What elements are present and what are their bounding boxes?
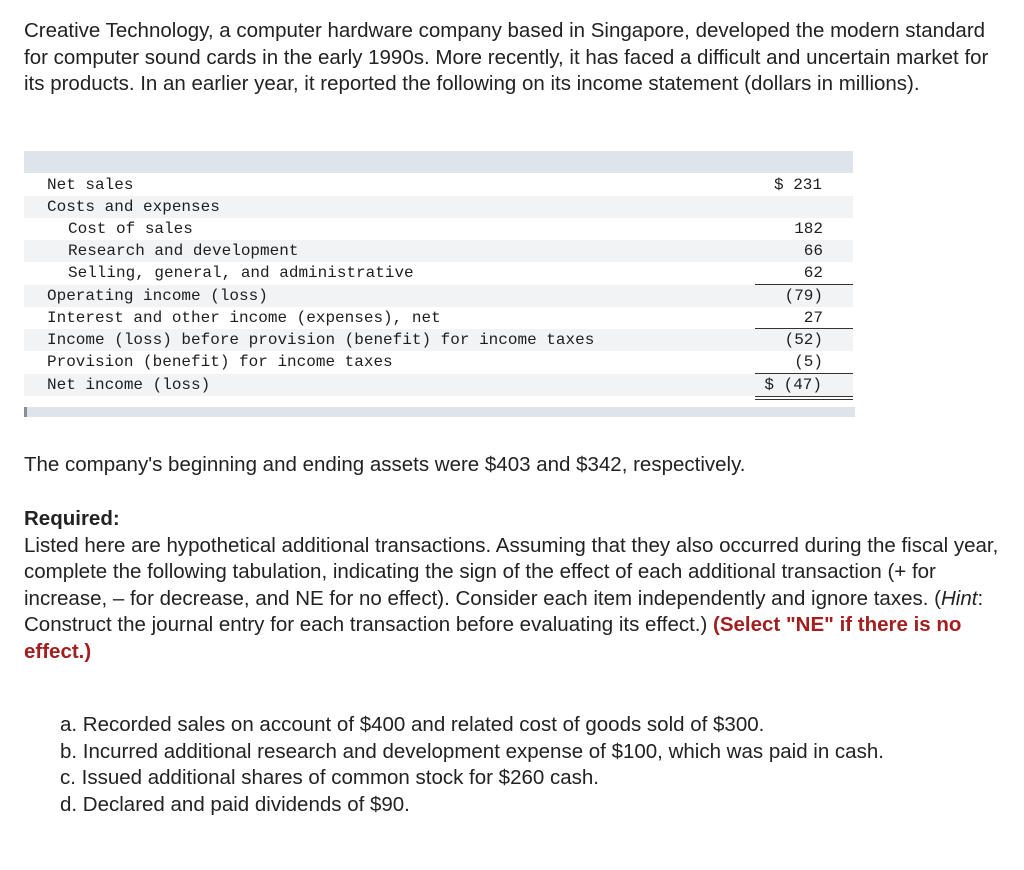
hint-label: Hint — [940, 586, 978, 610]
row-label: Net income (loss) — [47, 376, 211, 394]
row-value: (5) — [794, 353, 823, 371]
transactions-list — [60, 712, 884, 818]
row-value: 182 — [794, 220, 823, 238]
total-double-rule-top — [755, 396, 853, 397]
table-row-cost-of-sales — [24, 218, 853, 240]
list-item: b. Incurred additional research and development expense of $100, which was paid in cash. — [60, 739, 884, 763]
assets-paragraph: The company's beginning and ending assets were $403 and $342, respectively. — [24, 453, 746, 476]
row-value: $ (47) — [764, 376, 822, 394]
row-label: Cost of sales — [68, 220, 193, 238]
list-item: d. Declared and paid dividends of $90. — [60, 792, 410, 816]
row-label: Operating income (loss) — [47, 287, 268, 305]
row-label: Selling, general, and administrative — [68, 264, 414, 282]
row-label: Interest and other income (expenses), net — [47, 309, 441, 327]
table-row-provision-taxes — [24, 351, 853, 373]
table-row-net-income — [24, 374, 853, 396]
row-label: Research and development — [68, 242, 299, 260]
list-item: a. Recorded sales on account of $400 and related cost of goods sold of $300. — [60, 713, 765, 736]
row-label: Provision (benefit) for income taxes — [47, 353, 393, 371]
list-item: c. Issued additional shares of common stock for $260 cash. — [60, 766, 599, 789]
table-footer-band — [24, 407, 855, 417]
table-header-band — [24, 151, 853, 173]
table-row-operating-income — [24, 285, 853, 307]
row-value: $ 231 — [773, 176, 822, 194]
row-label: Costs and expenses — [47, 198, 220, 216]
row-value: 66 — [803, 242, 823, 260]
required-body: Listed here are hypothetical additional transactions. Assuming that they also occurred during the fiscal year, complete the following tabulation, indicating the sign of the effect of each additional transaction (+ for increase, – for decrease, and NE for no effect). Consider each item independently and ignore taxes. ( — [24, 533, 999, 610]
table-row-research-development — [24, 240, 853, 262]
total-double-rule-bottom — [755, 399, 853, 400]
table-row-income-before-taxes — [24, 329, 853, 351]
table-row-costs-and-expenses — [24, 196, 853, 218]
row-value: 27 — [803, 309, 823, 327]
row-value: (52) — [784, 331, 823, 349]
select-ne-note: (Select "NE" if there is no effect.) — [24, 613, 962, 663]
table-row-sga — [24, 262, 853, 284]
required-heading: Required: — [24, 507, 120, 530]
table-row-net-sales — [24, 174, 853, 196]
hint-text: : Construct the journal entry for each transaction before evaluating its effect.) — [24, 586, 984, 636]
required-section — [24, 506, 1014, 665]
row-label: Net sales — [47, 176, 134, 194]
row-value: (79) — [784, 287, 823, 305]
intro-paragraph: Creative Technology, a computer hardware company based in Singapore, developed the modern standard for computer sound cards in the early 1990s. More recently, it has faced a difficult and uncertain market for its products. In an earlier year, it reported the following on its income statement (dollars in millions). — [24, 19, 989, 95]
income-statement-table — [24, 151, 855, 417]
row-label: Income (loss) before provision (benefit) for income taxes — [47, 331, 595, 349]
table-row-interest-other — [24, 307, 853, 329]
row-value: 62 — [803, 264, 823, 282]
